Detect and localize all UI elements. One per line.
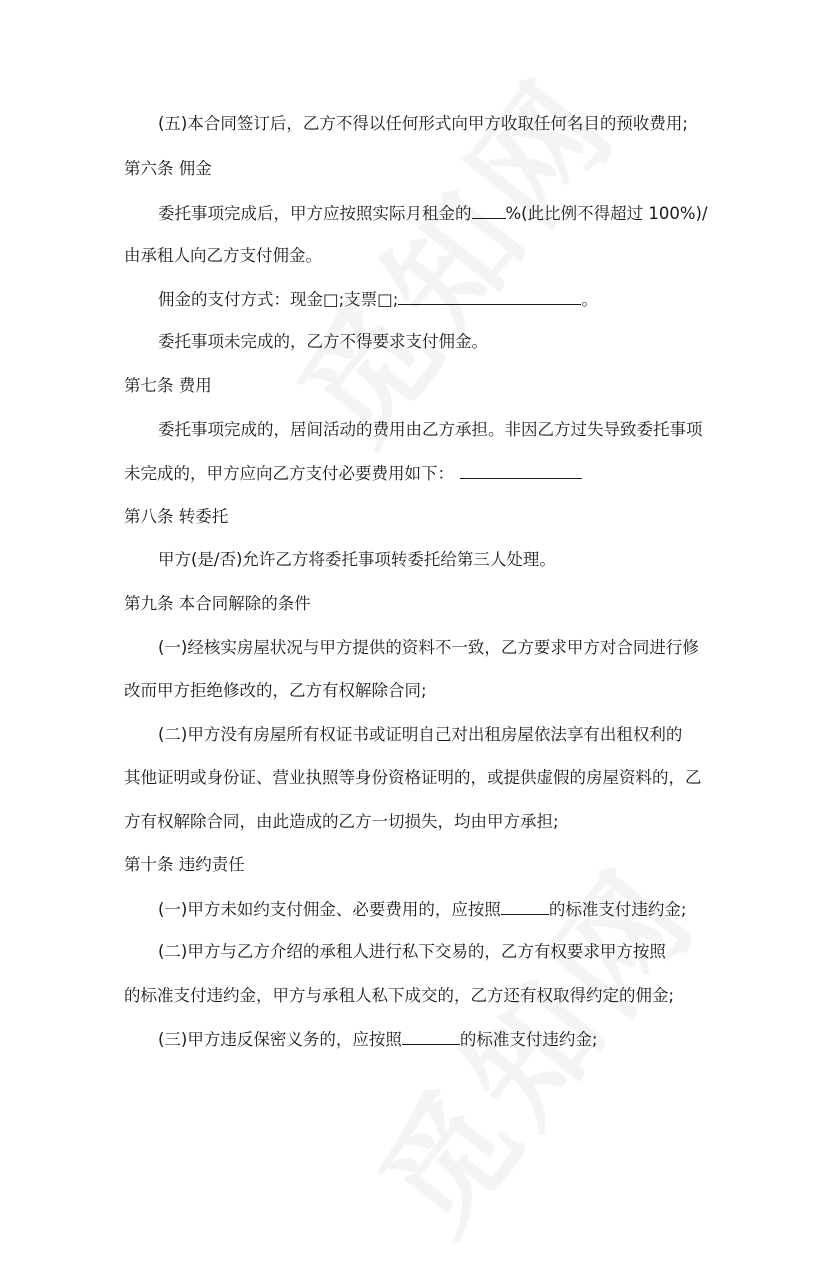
article-9-item-2-cont-2: 方有权解除合同，由此造成的乙方一切损失，均由甲方承担;: [124, 812, 559, 831]
clause-5-5: (五)本合同签订后，乙方不得以任何形式向甲方收取任何名目的预收费用;: [158, 114, 688, 133]
penalty-3-blank[interactable]: [402, 1027, 460, 1045]
article-7-para: 委托事项完成的，居间活动的费用由乙方承担。非因乙方过失导致委托事项: [158, 420, 703, 439]
penalty-3-text-b: 的标准支付违约金;: [459, 1030, 598, 1049]
commission-text-b: %(此比例不得超过 100%)/: [505, 204, 708, 223]
article-10-item-1: [158, 897, 686, 922]
article-6-heading: 第六条 佣金: [124, 159, 212, 178]
article-6-para-1: [158, 201, 708, 226]
payment-method-text: 佣金的支付方式：现金□;支票□;: [158, 290, 399, 309]
commission-text-a: 委托事项完成后，甲方应按照实际月租金的: [158, 204, 472, 223]
penalty-1-text-b: 的标准支付违约金;: [548, 900, 687, 919]
payment-method: [158, 287, 598, 312]
article-9-item-1-cont: 改而甲方拒绝修改的，乙方有权解除合同;: [124, 681, 427, 700]
article-6-para-3: 委托事项未完成的，乙方不得要求支付佣金。: [158, 332, 488, 351]
article-9-item-2-cont-1: 其他证明或身份证、营业执照等身份资格证明的，或提供虚假的房屋资料的，乙: [124, 768, 702, 787]
commission-rate-blank[interactable]: [472, 201, 506, 219]
penalty-1-blank[interactable]: [501, 897, 549, 915]
penalty-1-text-a: (一)甲方未如约支付佣金、必要费用的，应按照: [158, 900, 501, 919]
article-10-item-2-cont: 的标准支付违约金，甲方与承租人私下成交的，乙方还有权取得约定的佣金;: [124, 986, 675, 1005]
article-9-item-1: (一)经核实房屋状况与甲方提供的资料不一致，乙方要求甲方对合同进行修: [158, 638, 699, 657]
article-7-para-cont: [124, 461, 582, 486]
payment-method-end: 。: [581, 290, 598, 309]
expenses-blank[interactable]: [460, 461, 582, 479]
article-10-item-3: [158, 1027, 597, 1052]
article-6-para-1-cont: 由承租人向乙方支付佣金。: [124, 246, 322, 265]
article-10-heading: 第十条 违约责任: [124, 855, 245, 874]
article-8-para: 甲方(是/否)允许乙方将委托事项转委托给第三人处理。: [158, 550, 556, 569]
penalty-3-text-a: (三)甲方违反保密义务的，应按照: [158, 1030, 402, 1049]
article-7-heading: 第七条 费用: [124, 376, 212, 395]
article-9-item-2: (二)甲方没有房屋所有权证书或证明自己对出租房屋依法享有出租权利的: [158, 725, 683, 744]
article-10-item-2: (二)甲方与乙方介绍的承租人进行私下交易的，乙方有权要求甲方按照: [158, 942, 666, 961]
article-8-heading: 第八条 转委托: [124, 507, 229, 526]
expenses-text: 未完成的，甲方应向乙方支付必要费用如下：: [124, 464, 454, 483]
payment-method-blank[interactable]: [398, 287, 581, 305]
article-9-heading: 第九条 本合同解除的条件: [124, 594, 311, 613]
